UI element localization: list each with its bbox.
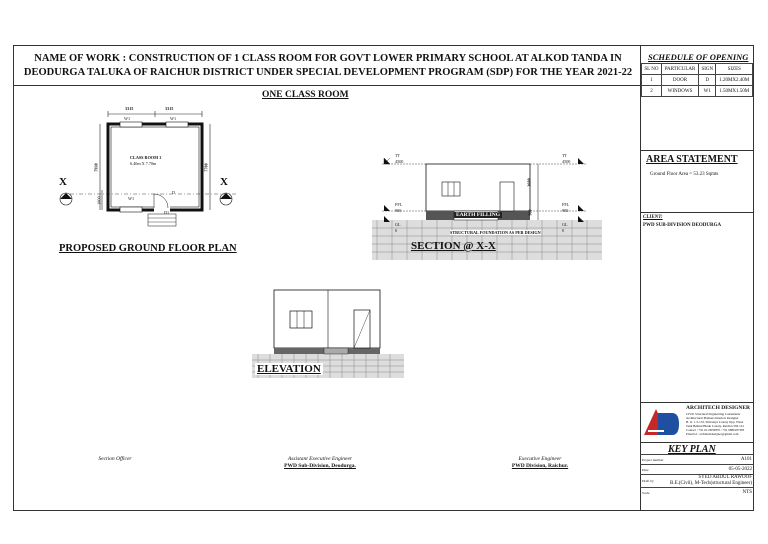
client-rule bbox=[640, 212, 754, 213]
section-ffl-left: FFL bbox=[395, 202, 403, 207]
section-plinth-dim: 900 bbox=[527, 209, 533, 216]
designer-line: Tank Behind Hindu Colony, Raichur 584 101 bbox=[686, 424, 744, 428]
foundation-note: STRUCTURAL FOUNDATION AS PER DESIGN bbox=[450, 230, 541, 235]
header-rule bbox=[13, 85, 640, 86]
drawn-name: SYED ABDUL RAWOOF bbox=[698, 475, 752, 480]
table-cell: D bbox=[699, 75, 716, 86]
earth-filling-label: EARTH FILLING bbox=[456, 212, 500, 218]
section-caption: SECTION @ X-X bbox=[411, 240, 496, 252]
table-cell: 1.50MX1.50M bbox=[716, 86, 753, 97]
table-row bbox=[640, 465, 754, 475]
signature-office: PWD Division, Raichur. bbox=[511, 463, 569, 469]
plan-dim-right: 3315 bbox=[165, 106, 174, 111]
designer-line: H. O. 1-5-133, Shivalaya Colony Opp. Water bbox=[686, 420, 744, 424]
area-heading: AREA STATEMENT bbox=[646, 154, 738, 165]
designer-logo bbox=[642, 405, 680, 439]
section-gl-right-val: 0 bbox=[562, 228, 565, 233]
section-gl-left: GL bbox=[395, 222, 401, 227]
schedule-col-slno: SL NO bbox=[642, 64, 662, 75]
table-cell: W1 bbox=[699, 86, 716, 97]
plan-dim-bottom: 1800 bbox=[96, 196, 102, 205]
section-ffl-right-val: 900 bbox=[562, 208, 569, 213]
plan-door-label: D bbox=[172, 190, 176, 195]
table-row bbox=[640, 475, 754, 488]
date-label: Date bbox=[640, 465, 666, 475]
section-mark-right: X bbox=[220, 176, 228, 188]
table-cell: 2 bbox=[642, 86, 662, 97]
designer-name: ARCHITECH DESIGNER bbox=[686, 405, 751, 411]
area-rule bbox=[640, 150, 754, 151]
section-tt-left-val: 4500 bbox=[395, 159, 404, 164]
section-gl-left-val: 0 bbox=[395, 228, 398, 233]
keyplan-table bbox=[640, 454, 754, 497]
elevation-caption: ELEVATION bbox=[257, 363, 321, 375]
designer-details bbox=[686, 412, 754, 436]
scale-label: Scale bbox=[640, 488, 666, 498]
project-value: A101 bbox=[666, 455, 754, 465]
signature-title: Assistant Executive Engineer bbox=[287, 456, 353, 462]
schedule-col-sign: SIGN bbox=[699, 64, 716, 75]
designer-line: Architectural Planners Interiors Designer bbox=[686, 416, 739, 420]
section-mark-left: X bbox=[59, 176, 67, 188]
plan-window-top-left: W1 bbox=[124, 116, 131, 121]
plan-door-bottom: D1 bbox=[164, 210, 170, 215]
client-label: CLIENT: bbox=[643, 215, 663, 220]
keyplan-heading: KEY PLAN bbox=[668, 444, 716, 455]
section-tt-left: TT bbox=[395, 153, 401, 158]
plan-room-size: 6.40m X 7.70m bbox=[130, 161, 157, 166]
designer-rule bbox=[640, 402, 754, 403]
plan-dim-side-left: 7930 bbox=[93, 163, 99, 172]
table-row bbox=[642, 75, 753, 86]
signature-title: Executive Engineer bbox=[518, 456, 562, 462]
signature-section-officer bbox=[70, 456, 160, 463]
plan-window-bottom: W1 bbox=[128, 196, 135, 201]
plan-dim-side-right: 7700 bbox=[203, 163, 209, 172]
table-cell: DOOR bbox=[661, 75, 698, 86]
table-row bbox=[642, 86, 753, 97]
signature-title: Section Officer bbox=[98, 456, 132, 462]
schedule-table bbox=[641, 63, 753, 97]
work-title-line2: DEODURGA TALUKA OF RAICHUR DISTRICT UNDER SPECIAL DEVELOPMENT PROGRAM (SDP) FOR THE YEAR 2021-22 bbox=[23, 67, 633, 78]
designer-line: Email id : architechdesigner@gmail.com bbox=[686, 432, 739, 436]
signature-office: PWD Sub-Division, Deodurga. bbox=[284, 463, 356, 469]
designer-line: CIVIL Structural Engineering Consultants bbox=[686, 412, 740, 416]
schedule-col-sizes: SIZES bbox=[716, 64, 753, 75]
table-cell: WINDOWS bbox=[661, 86, 698, 97]
section-tt-right-val: 4500 bbox=[562, 159, 571, 164]
keyplan-rule bbox=[640, 442, 754, 443]
table-cell: 1 bbox=[642, 75, 662, 86]
floor-plan bbox=[50, 100, 250, 235]
work-title-line1: NAME OF WORK : CONSTRUCTION OF 1 CLASS ROOM FOR GOVT LOWER PRIMARY SCHOOL AT ALKOD TANDA IN bbox=[34, 53, 622, 64]
section-height-dim: 3600 bbox=[526, 178, 532, 187]
table-row bbox=[640, 455, 754, 465]
area-text: Ground Floor Area = 53.23 Sqmts bbox=[650, 172, 719, 177]
table-cell: 1.20MX2.40M bbox=[716, 75, 753, 86]
drawn-qual: B.E.(Civil), M-Tech(structural Engineer) bbox=[670, 481, 752, 486]
schedule-heading: SCHEDULE OF OPENING bbox=[648, 52, 749, 62]
drawing-subtitle: ONE CLASS ROOM bbox=[262, 90, 349, 100]
scale-value: NTS bbox=[666, 488, 754, 498]
plan-dim-left: 3315 bbox=[125, 106, 134, 111]
section-tt-right: TT bbox=[562, 153, 568, 158]
schedule-header-row bbox=[642, 64, 753, 75]
signature-asst-exec-engineer bbox=[255, 456, 385, 470]
designer-line: Contact : +91 9113950870 / +91 9880187383 bbox=[686, 428, 745, 432]
section-ffl-right: FFL bbox=[562, 202, 570, 207]
floor-plan-caption: PROPOSED GROUND FLOOR PLAN bbox=[59, 243, 237, 254]
signature-exec-engineer bbox=[480, 456, 600, 470]
designer-logo-icon bbox=[642, 405, 680, 439]
date-value: 05-05-2022 bbox=[666, 465, 754, 475]
client-name: PWD SUB-DIVISION DEODURGA bbox=[643, 223, 722, 228]
drawn-value bbox=[666, 475, 754, 488]
schedule-col-particular: PARTICULAR bbox=[661, 64, 698, 75]
table-row bbox=[640, 488, 754, 498]
plan-window-top-right: W1 bbox=[170, 116, 177, 121]
drawn-label: Draft by bbox=[640, 475, 666, 488]
project-label: Project number bbox=[640, 455, 666, 465]
plan-room-name: CLASS ROOM 1 bbox=[130, 155, 162, 160]
section-gl-right: GL bbox=[562, 222, 568, 227]
section-ffl-left-val: 900 bbox=[395, 208, 402, 213]
